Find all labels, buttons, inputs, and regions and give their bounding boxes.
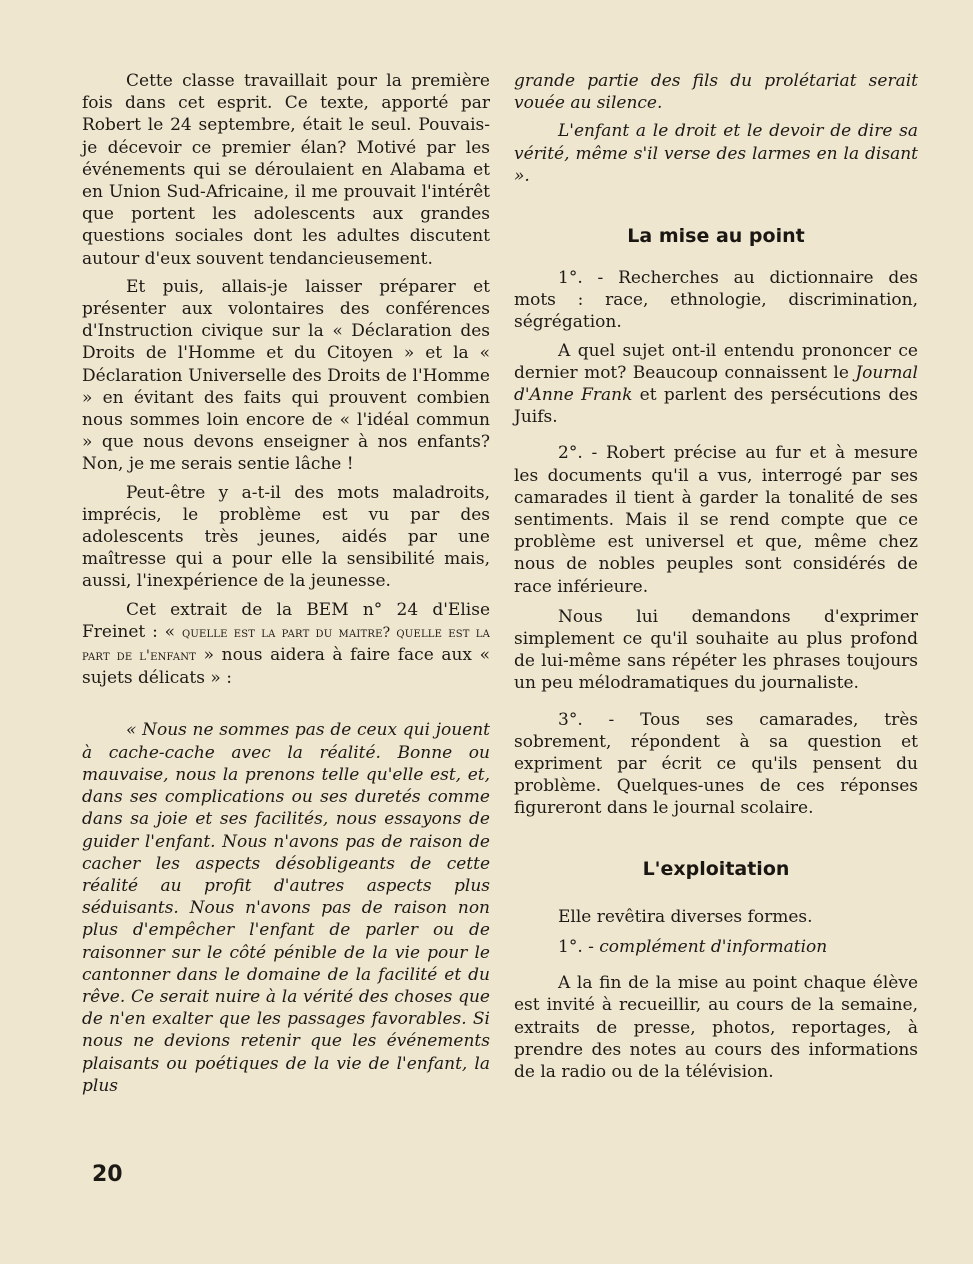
text-run: et parlent des persécutions des Juifs. xyxy=(514,385,918,428)
italic-subheading: complément d'information xyxy=(599,936,828,957)
paragraph: 1°. - Recherches au dictionnaire des mots : race, ethnologie, discrimination, ségrégation. xyxy=(514,268,918,333)
block-quote: « Nous ne sommes pas de ceux qui jouent à cache-cache avec la réalité. Bonne ou mauvaise, nous la prenons telle qu'elle est, et, dans ses complications ou ses duretés comme dans sa joie et ses facilités, nous essayons de guider l'enfant. Nous n'avons pas de raison de cacher les aspects désobligeants de cette réalité au profit d'autres aspects plus séduisants. Nous n'avons pas de raison non plus d'empêcher l'enfant de parler ou de raisonner sur le côté pénible de la vie pour le cantonner dans le domaine de la facilité et du rêve. Ce serait nuire à la vérité des choses que de n'en exalter que les passages favorables. Si nous ne devions retenir que les événements plaisants ou poétiques de la vie de l'enfant, la plus xyxy=(82,720,490,1096)
text-run: A quel sujet ont-il entendu prononcer ce dernier mot? Beaucoup connaissent le xyxy=(514,340,918,383)
paragraph: 3°. - Tous ses camarades, très sobrement, répondent à sa question et expriment par écrit ce qu'ils pensent du problème. Quelques-unes de ces réponses figureront dans le journal scolaire. xyxy=(514,709,918,819)
paragraph: Nous lui demandons d'exprimer simplement ce qu'il souhaite au plus profond de lui-même sans répéter les phrases toujours un peu mélodramatiques du journaliste. xyxy=(514,606,918,694)
block-quote-continued: grande partie des fils du prolétariat serait vouée au silence. xyxy=(514,71,918,114)
block-quote-end: L'enfant a le droit et le devoir de dire sa vérité, même s'il verse des larmes en la disant ». xyxy=(514,121,918,186)
page-number: 20 xyxy=(92,1162,123,1187)
text-run: » nous aidera à faire face aux « sujets délicats » : xyxy=(82,645,490,689)
paragraph: 2°. - Robert précise au fur et à mesure les documents qu'il a vus, interrogé par ses camarades il tient à garder la tonalité de ses sentiments. Mais il se rend compte que ce problème est universel et que, même chez nous de nobles peuples sont considérés de race inférieure. xyxy=(514,443,918,597)
section-heading: La mise au point xyxy=(627,225,805,248)
section-heading: L'exploitation xyxy=(642,857,790,880)
right-column xyxy=(514,70,918,1083)
italic-title: Journal d'Anne Frank xyxy=(514,362,918,406)
paragraph: A la fin de la mise au point chaque élève est invité à recueillir, au cours de la semaine, extraits de presse, photos, reportages, à prendre des notes au cours des informations de la radio ou de la télévision. xyxy=(514,973,918,1082)
small-caps-title: quelle est la part du maitre? quelle est la part de l'enfant xyxy=(82,624,490,665)
paragraph xyxy=(514,936,918,958)
text-run: 1°. - xyxy=(558,936,600,957)
paragraph: Peut-être y a-t-il des mots maladroits, imprécis, le problème est vu par des adolescents très jeunes, aidés par une maîtresse qui a pour elle la sensibilité mais, aussi, l'inexpérience de la jeunesse. xyxy=(82,482,490,592)
paragraph xyxy=(82,599,490,690)
left-column xyxy=(82,70,490,1097)
paragraph: Cette classe travaillait pour la première fois dans cet esprit. Ce texte, apporté par Robert le 24 septembre, était le seul. Pouvais-je décevoir ce premier élan? Motivé par les événements qui se déroulaient en Alabama et en Union Sud-Africaine, il me prouvait l'intérêt que portent les adolescents aux grandes questions sociales dont les adultes discutent autour d'eux souvent tendancieusement. xyxy=(82,71,490,269)
paragraph: Elle revêtira diverses formes. xyxy=(558,906,813,927)
text-run: Cet extrait de la BEM n° 24 d'Elise Freinet : « xyxy=(82,599,490,642)
paragraph xyxy=(514,340,918,429)
paragraph: Et puis, allais-je laisser préparer et présenter aux volontaires des conférences d'Instruction civique sur la « Déclaration des Droits de l'Homme et du Citoyen » et la « Déclaration Universelle des Droits de l'Homme » en évitant des faits qui prouvent combien nous sommes loin encore de « l'idéal commun » que nous devons enseigner à nos enfants? Non, je me serais sentie lâche ! xyxy=(82,276,490,475)
